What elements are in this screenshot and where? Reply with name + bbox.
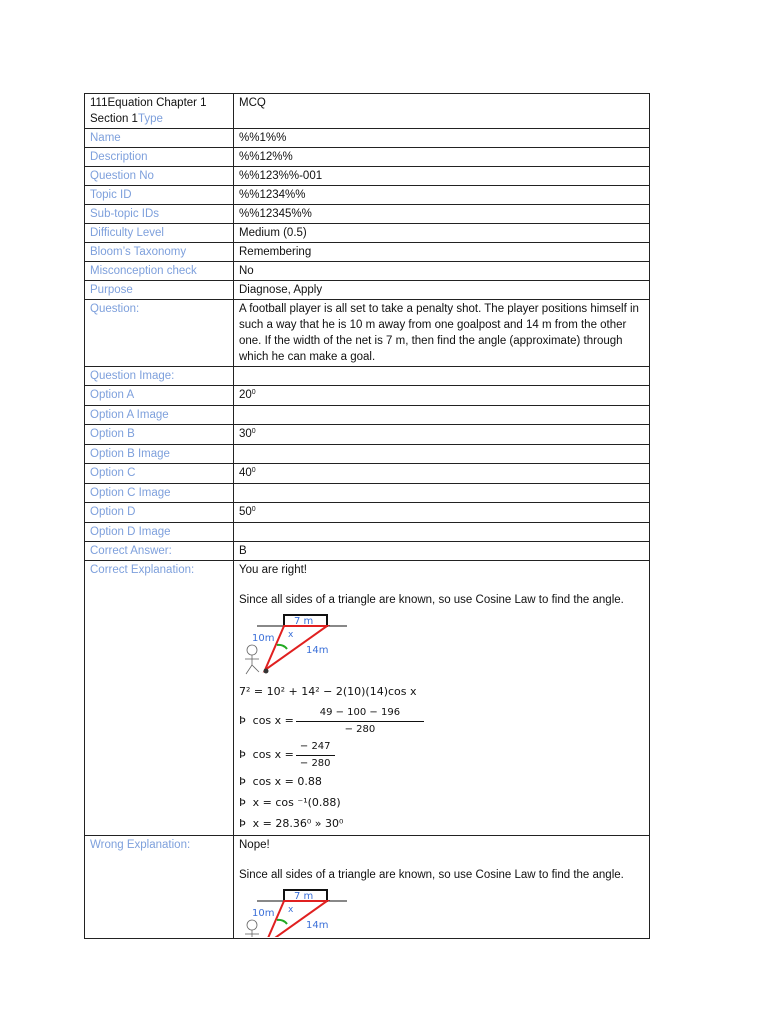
denominator: − 280 [344, 723, 376, 735]
equation-2 [239, 704, 644, 738]
row-value[interactable]: %%1234%% [234, 186, 650, 205]
question-row [85, 300, 650, 367]
option-number: 40 [239, 467, 252, 479]
question-template-table [84, 93, 650, 939]
option-image-label: Option B Image [85, 445, 234, 464]
question-image-value[interactable] [234, 367, 650, 386]
table-row [85, 262, 650, 281]
option-label: Option A [85, 386, 234, 406]
table-row [85, 224, 650, 243]
option-row [85, 425, 650, 445]
row-value[interactable]: Remembering [234, 243, 650, 262]
equation-chapter-label: 111Equation Chapter 1 Section 1 [90, 97, 207, 125]
label-right: 14m [306, 920, 329, 931]
row-value[interactable]: %%12%% [234, 148, 650, 167]
explanation-text: Since all sides of a triangle are known, so use Cosine Law to find the angle. [239, 594, 624, 606]
label-left: 10m [252, 633, 275, 644]
implies-symbol: Þ [239, 748, 246, 761]
option-image-value[interactable] [234, 445, 650, 464]
numerator: − 247 [296, 739, 335, 756]
row-label: Purpose [85, 281, 234, 300]
degree-sup: 0 [251, 428, 256, 435]
table-row [85, 148, 650, 167]
fraction [296, 739, 335, 772]
row-value[interactable]: Medium (0.5) [234, 224, 650, 243]
label-top: 7 m [294, 616, 314, 627]
implies-symbol: Þ [239, 714, 246, 727]
eq-text: x = 28.36⁰ » 30⁰ [252, 817, 344, 830]
correct-explanation-label: Correct Explanation: [85, 561, 234, 836]
fraction [296, 705, 424, 738]
equation-4 [239, 772, 644, 792]
table-row [85, 129, 650, 148]
explanation-lead: You are right! [239, 564, 307, 576]
type-value[interactable]: MCQ [234, 94, 650, 129]
table-row [85, 167, 650, 186]
question-image-label: Question Image: [85, 367, 234, 386]
denominator: − 280 [299, 757, 331, 769]
row-value[interactable]: No [234, 262, 650, 281]
correct-answer-value[interactable]: B [234, 542, 650, 561]
explanation-lead: Nope! [239, 839, 270, 851]
option-image-value[interactable] [234, 523, 650, 542]
triangle-shape [265, 901, 327, 937]
option-number: 30 [239, 428, 252, 440]
option-d-value[interactable] [234, 503, 650, 523]
table-row [85, 205, 650, 224]
option-row [85, 464, 650, 484]
explanation-text: Since all sides of a triangle are known, so use Cosine Law to find the angle. [239, 869, 624, 881]
correct-explanation-content[interactable] [234, 561, 650, 836]
row-label: Description [85, 148, 234, 167]
option-image-label: Option A Image [85, 406, 234, 425]
option-image-row [85, 406, 650, 425]
row-label: Bloom’s Taxonomy [85, 243, 234, 262]
eq-lhs: cos x = [252, 714, 294, 727]
row-label: Sub-topic IDs [85, 205, 234, 224]
option-image-value[interactable] [234, 484, 650, 503]
type-label-text: Type [137, 113, 163, 125]
row-value[interactable]: %%12345%% [234, 205, 650, 224]
row-label: Difficulty Level [85, 224, 234, 243]
row-value[interactable]: Diagnose, Apply [234, 281, 650, 300]
row-label: Name [85, 129, 234, 148]
wrong-explanation-clip [239, 837, 644, 937]
type-row [85, 94, 650, 129]
degree-sup: 0 [251, 506, 256, 513]
numerator: 49 − 100 − 196 [296, 705, 424, 722]
implies-symbol: Þ [239, 796, 246, 809]
equation-3 [239, 738, 644, 772]
degree-sup: 0 [251, 389, 256, 396]
player-head [247, 645, 257, 655]
row-label: Question No [85, 167, 234, 186]
eq-text: x = cos ⁻¹(0.88) [252, 796, 341, 809]
row-label: Topic ID [85, 186, 234, 205]
row-label: Misconception check [85, 262, 234, 281]
ball [264, 669, 269, 674]
label-angle: x [288, 905, 294, 915]
angle-arc [277, 920, 287, 924]
implies-symbol: Þ [239, 775, 246, 788]
option-c-value[interactable] [234, 464, 650, 484]
equation-1: 7² = 10² + 14² − 2(10)(14)cos x [239, 685, 417, 698]
wrong-explanation-row [85, 836, 650, 939]
row-value[interactable]: %%1%% [234, 129, 650, 148]
table-row [85, 281, 650, 300]
goal-triangle-diagram [239, 887, 359, 937]
question-label: Question: [85, 300, 234, 367]
equation-5 [239, 792, 644, 814]
goal-triangle-diagram [239, 612, 359, 680]
wrong-explanation-label: Wrong Explanation: [85, 836, 234, 939]
correct-explanation-row [85, 561, 650, 836]
option-b-value[interactable] [234, 425, 650, 445]
table-row [85, 186, 650, 205]
correct-answer-label: Correct Answer: [85, 542, 234, 561]
question-image-row [85, 367, 650, 386]
option-a-value[interactable] [234, 386, 650, 406]
label-top: 7 m [294, 891, 314, 902]
player-head [247, 920, 257, 930]
degree-sup: 0 [251, 467, 256, 474]
equation-6 [239, 814, 644, 834]
label-left: 10m [252, 908, 275, 919]
implies-symbol: Þ [239, 817, 246, 830]
option-image-row [85, 523, 650, 542]
option-image-label: Option C Image [85, 484, 234, 503]
type-label [85, 94, 234, 129]
label-angle: x [288, 630, 294, 640]
option-row [85, 503, 650, 523]
eq-text: cos x = 0.88 [252, 775, 322, 788]
option-image-label: Option D Image [85, 523, 234, 542]
option-number: 50 [239, 506, 252, 518]
option-label: Option C [85, 464, 234, 484]
wrong-explanation-content[interactable] [234, 836, 650, 939]
correct-answer-row [85, 542, 650, 561]
option-image-row [85, 445, 650, 464]
option-row [85, 386, 650, 406]
option-image-value[interactable] [234, 406, 650, 425]
eq-lhs: cos x = [252, 748, 294, 761]
table-row [85, 243, 650, 262]
angle-arc [277, 645, 287, 649]
option-number: 20 [239, 389, 252, 401]
option-label: Option D [85, 503, 234, 523]
option-image-row [85, 484, 650, 503]
row-value[interactable]: %%123%%-001 [234, 167, 650, 186]
option-label: Option B [85, 425, 234, 445]
question-text[interactable]: A football player is all set to take a penalty shot. The player positions himself in such a way that he is 10 m away from one goalpost and 14 m from the other one. If the width of the net is 7 m, then find the angle (approximate) through which he can make a goal. [234, 300, 650, 367]
label-right: 14m [306, 645, 329, 656]
